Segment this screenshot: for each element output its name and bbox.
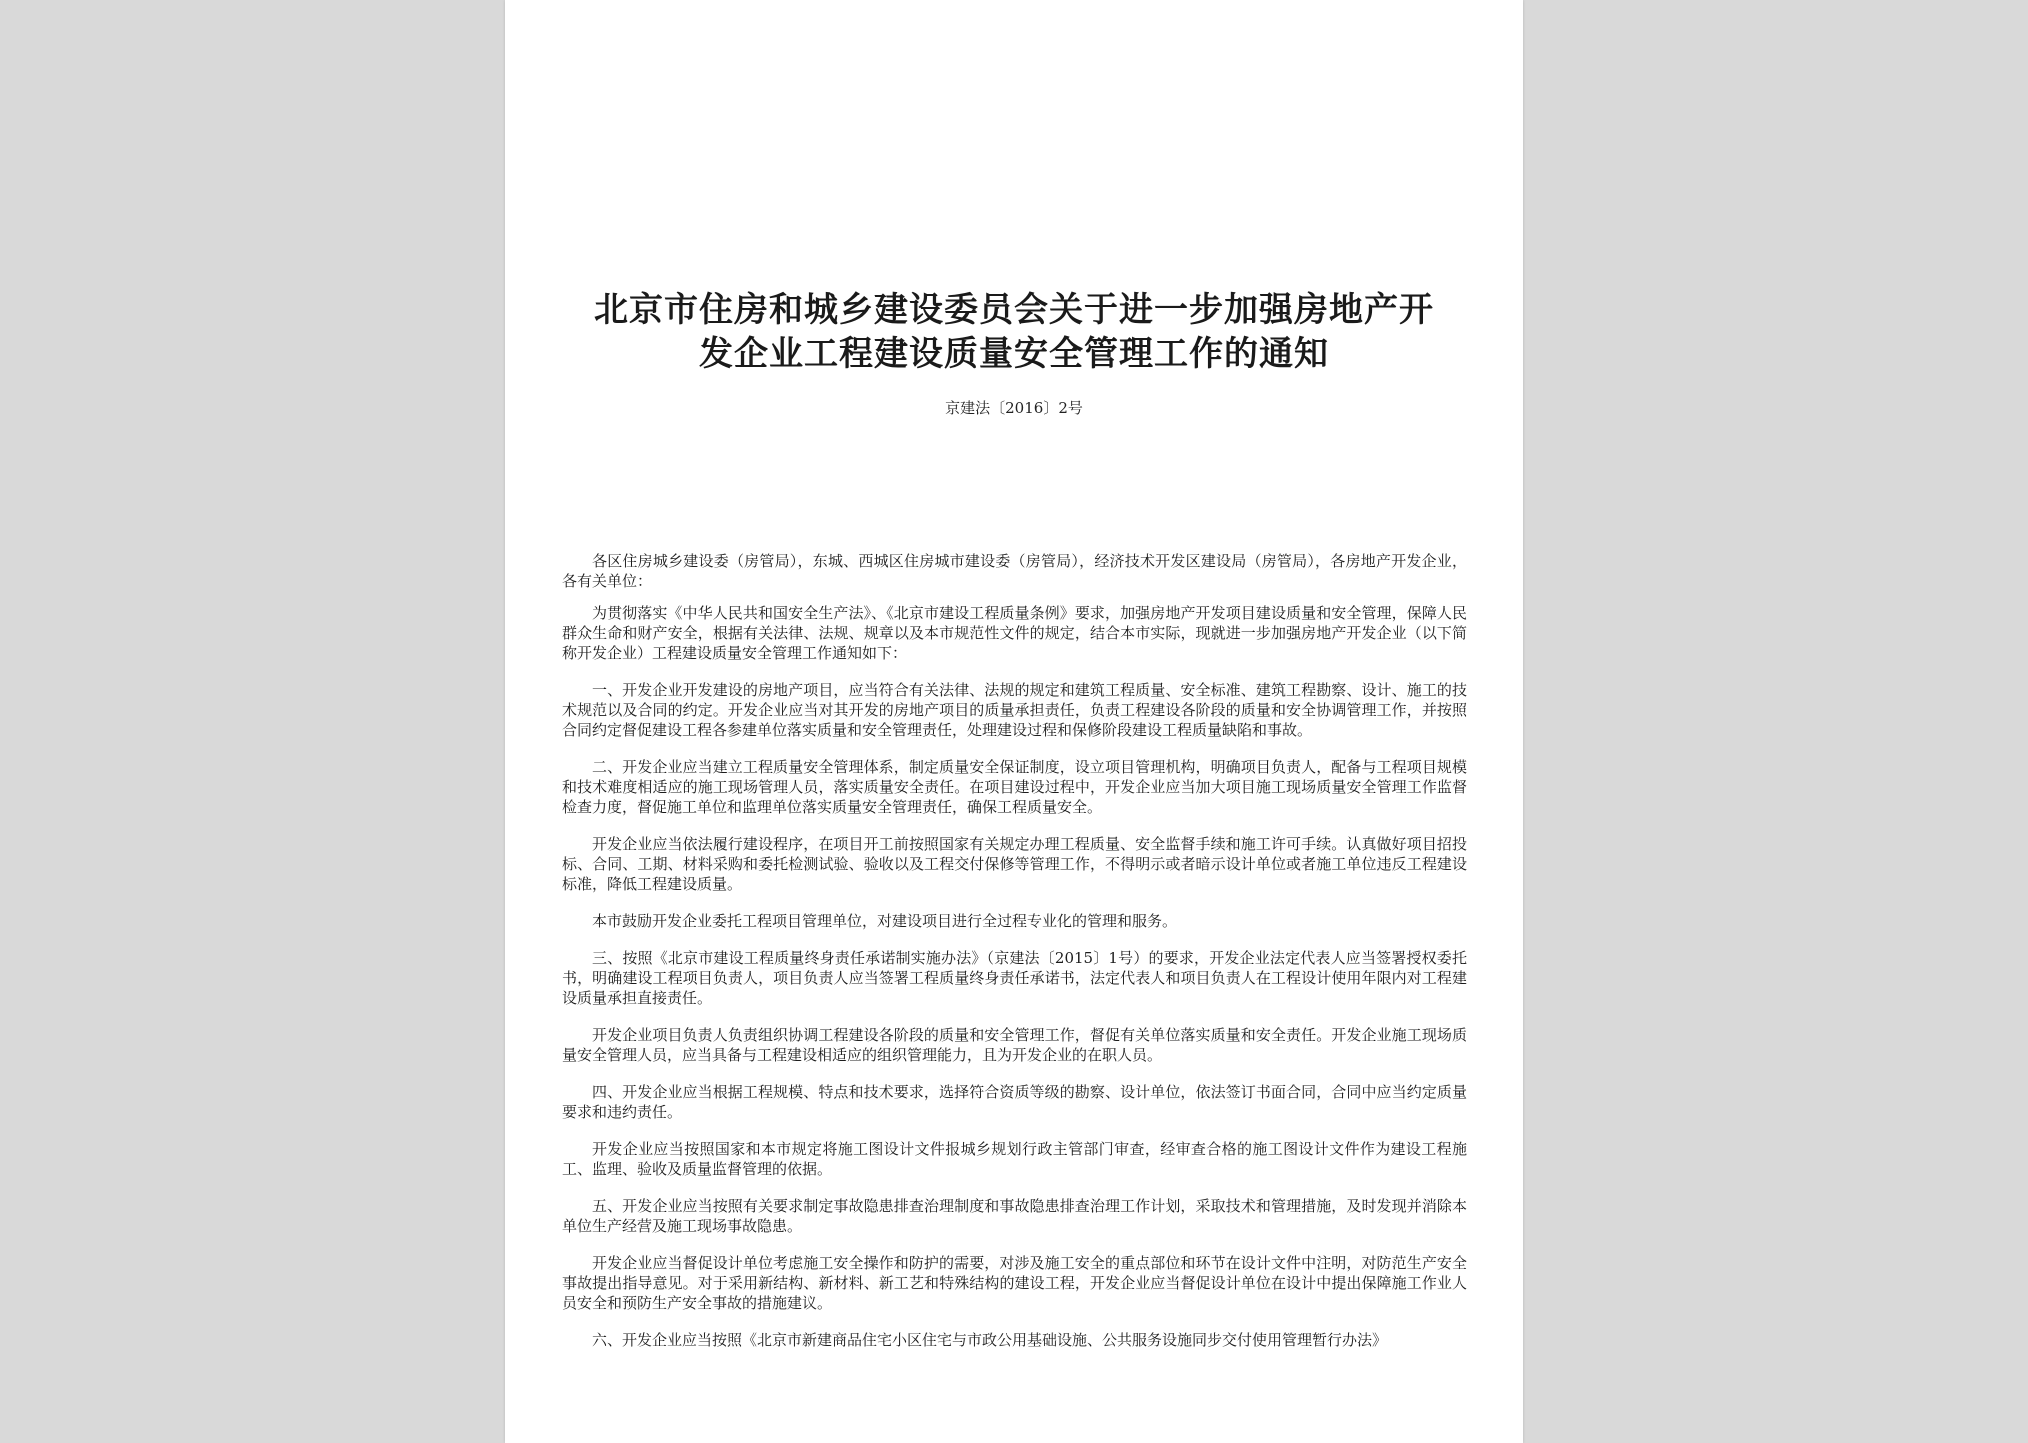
document-title xyxy=(545,288,1483,376)
paragraph-4-sub-1: 开发企业应当按照国家和本市规定将施工图设计文件报城乡规划行政主管部门审查，经审查合格的施工图设计文件作为建设工程施工、监理、验收及质量监督管理的依据。 xyxy=(562,1140,1467,1178)
paragraph-2: 二、开发企业应当建立工程质量安全管理体系，制定质量安全保证制度，设立项目管理机构，明确项目负责人，配备与工程项目规模和技术难度相适应的施工现场管理人员，落实质量安全责任。在项目建设过程中，开发企业应当加大项目施工现场质量安全管理工作监督检查力度，督促施工单位和监理单位落实质量安全管理责任，确保工程质量安全。 xyxy=(562,758,1467,816)
title-line-2: 发企业工程建设质量安全管理工作的通知 xyxy=(699,334,1329,374)
document-number: 京建法〔2016〕2号 xyxy=(945,399,1083,417)
paragraph-intro: 为贯彻落实《中华人民共和国安全生产法》、《北京市建设工程质量条例》要求，加强房地产开发项目建设质量和安全管理，保障人民群众生命和财产安全，根据有关法律、法规、规章以及本市规范性文件的规定，结合本市实际，现就进一步加强房地产开发企业（以下简称开发企业）工程建设质量安全管理工作通知如下： xyxy=(562,604,1467,662)
document-page xyxy=(505,0,1523,1443)
paragraph-1: 一、开发企业开发建设的房地产项目，应当符合有关法律、法规的规定和建筑工程质量、安全标准、建筑工程勘察、设计、施工的技术规范以及合同的约定。开发企业应当对其开发的房地产项目的质量承担责任，负责工程建设各阶段的质量和安全协调管理工作，并按照合同约定督促建设工程各参建单位落实质量和安全管理责任，处理建设过程和保修阶段建设工程质量缺陷和事故。 xyxy=(562,681,1467,739)
paragraph-6: 六、开发企业应当按照《北京市新建商品住宅小区住宅与市政公用基础设施、公共服务设施同步交付使用管理暂行办法》 xyxy=(592,1331,1388,1349)
paragraph-3-sub-1: 开发企业项目负责人负责组织协调工程建设各阶段的质量和安全管理工作，督促有关单位落实质量和安全责任。开发企业施工现场质量安全管理人员，应当具备与工程建设相适应的组织管理能力，且为开发企业的在职人员。 xyxy=(562,1026,1467,1064)
paragraph-2-sub-2: 本市鼓励开发企业委托工程项目管理单位，对建设项目进行全过程专业化的管理和服务。 xyxy=(592,912,1178,930)
paragraph-5-sub-1: 开发企业应当督促设计单位考虑施工安全操作和防护的需要，对涉及施工安全的重点部位和环节在设计文件中注明，对防范生产安全事故提出指导意见。对于采用新结构、新材料、新工艺和特殊结构的建设工程，开发企业应当督促设计单位在设计中提出保障施工作业人员安全和预防生产安全事故的措施建议。 xyxy=(562,1254,1467,1312)
paragraph-3: 三、按照《北京市建设工程质量终身责任承诺制实施办法》（京建法〔2015〕1号）的要求，开发企业法定代表人应当签署授权委托书，明确建设工程项目负责人，项目负责人应当签署工程质量终身责任承诺书，法定代表人和项目负责人在工程设计使用年限内对工程建设质量承担直接责任。 xyxy=(562,949,1467,1007)
title-line-1: 北京市住房和城乡建设委员会关于进一步加强房地产开 xyxy=(594,290,1434,330)
paragraph-5: 五、开发企业应当按照有关要求制定事故隐患排查治理制度和事故隐患排查治理工作计划，采取技术和管理措施，及时发现并消除本单位生产经营及施工现场事故隐患。 xyxy=(562,1197,1467,1235)
document-body xyxy=(562,551,1467,1367)
paragraph-2-sub-1: 开发企业应当依法履行建设程序，在项目开工前按照国家有关规定办理工程质量、安全监督手续和施工许可手续。认真做好项目招投标、合同、工期、材料采购和委托检测试验、验收以及工程交付保修等管理工作，不得明示或者暗示设计单位或者施工单位违反工程建设标准，降低工程建设质量。 xyxy=(562,835,1467,893)
paragraph-4: 四、开发企业应当根据工程规模、特点和技术要求，选择符合资质等级的勘察、设计单位，依法签订书面合同，合同中应当约定质量要求和违约责任。 xyxy=(562,1083,1467,1121)
salutation: 各区住房城乡建设委（房管局），东城、西城区住房城市建设委（房管局），经济技术开发区建设局（房管局），各房地产开发企业，各有关单位： xyxy=(562,552,1467,590)
